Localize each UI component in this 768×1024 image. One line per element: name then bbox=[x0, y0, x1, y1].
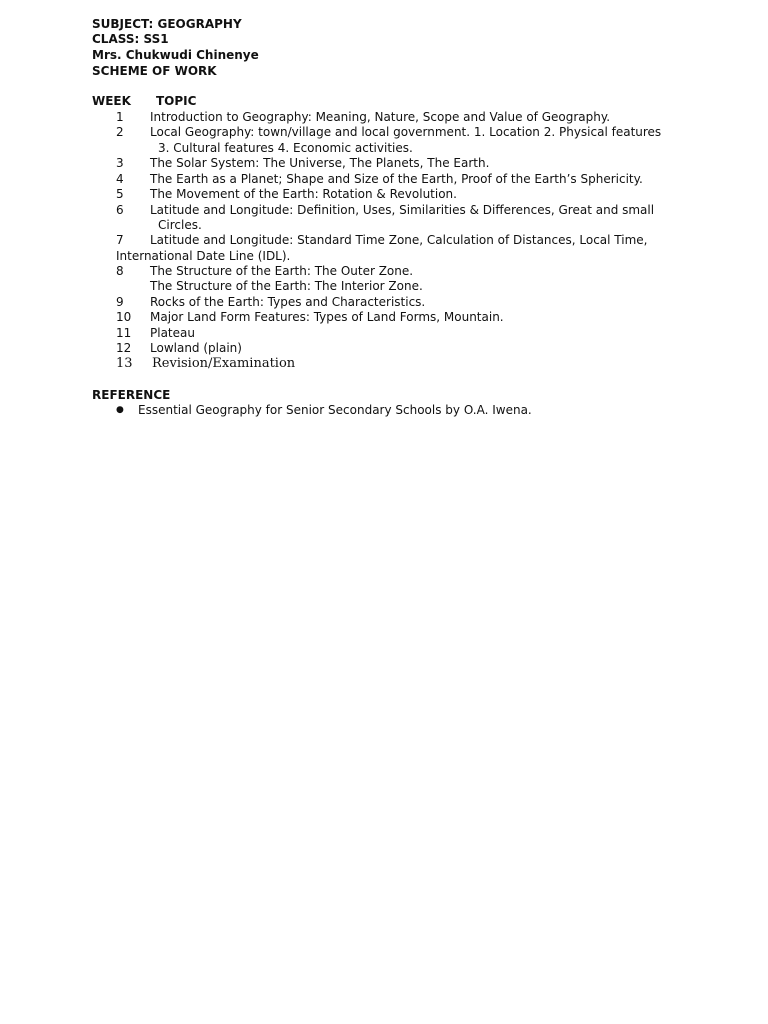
week-number: 8 bbox=[116, 264, 124, 278]
week-number: 7 bbox=[116, 233, 124, 247]
week-number: 6 bbox=[116, 203, 124, 217]
week-topic-continuation: Circles. bbox=[158, 218, 202, 232]
week-topic: Latitude and Longitude: Definition, Uses, Similarities & Differences, Great and small bbox=[150, 203, 655, 217]
week-topic: The Earth as a Planet; Shape and Size of the Earth, Proof of the Earth’s Sphericity. bbox=[150, 172, 643, 186]
week-number: 4 bbox=[116, 172, 124, 186]
week-topic: Major Land Form Features: Types of Land Forms, Mountain. bbox=[150, 310, 504, 324]
week-topic: Revision/Examination bbox=[152, 356, 296, 371]
week-number: 12 bbox=[116, 341, 132, 355]
week-topic: Introduction to Geography: Meaning, Nature, Scope and Value of Geography. bbox=[150, 110, 611, 124]
subject-line: SUBJECT: GEOGRAPHY bbox=[92, 17, 242, 31]
bullet-icon: ● bbox=[116, 405, 124, 415]
week-number: 10 bbox=[116, 310, 132, 324]
week-number: 5 bbox=[116, 187, 124, 201]
week-topic: The Solar System: The Universe, The Planets, The Earth. bbox=[150, 156, 490, 170]
week-topic: Rocks of the Earth: Types and Characteristics. bbox=[150, 295, 426, 309]
week-topic: Local Geography: town/village and local government. 1. Location 2. Physical features bbox=[150, 125, 662, 139]
document-title: SCHEME OF WORK bbox=[92, 64, 217, 78]
teacher-name: Mrs. Chukwudi Chinenye bbox=[92, 48, 259, 62]
week-number: 2 bbox=[116, 125, 124, 139]
week-number: 1 bbox=[116, 110, 124, 124]
week-topic: Lowland (plain) bbox=[150, 341, 242, 355]
class-line: CLASS: SS1 bbox=[92, 32, 169, 46]
week-topic: The Structure of the Earth: The Outer Zone. bbox=[150, 264, 414, 278]
week-topic-continuation: 3. Cultural features 4. Economic activities. bbox=[158, 141, 413, 155]
week-number: 13 bbox=[116, 356, 133, 371]
week-topic: Plateau bbox=[150, 326, 195, 340]
week-topic: The Movement of the Earth: Rotation & Revolution. bbox=[150, 187, 457, 201]
week-topic: Latitude and Longitude: Standard Time Zone, Calculation of Distances, Local Time, bbox=[150, 233, 648, 247]
week-number: 9 bbox=[116, 295, 124, 309]
week-topic-continuation: The Structure of the Earth: The Interior Zone. bbox=[150, 279, 423, 293]
reference-item: Essential Geography for Senior Secondary Schools by O.A. Iwena. bbox=[138, 403, 532, 417]
week-number: 3 bbox=[116, 156, 124, 170]
week-number: 11 bbox=[116, 326, 132, 340]
week-column-header: WEEK bbox=[92, 94, 131, 108]
reference-heading: REFERENCE bbox=[92, 388, 171, 402]
topic-column-header: TOPIC bbox=[156, 94, 197, 108]
week-topic-continuation: International Date Line (IDL). bbox=[116, 249, 291, 263]
